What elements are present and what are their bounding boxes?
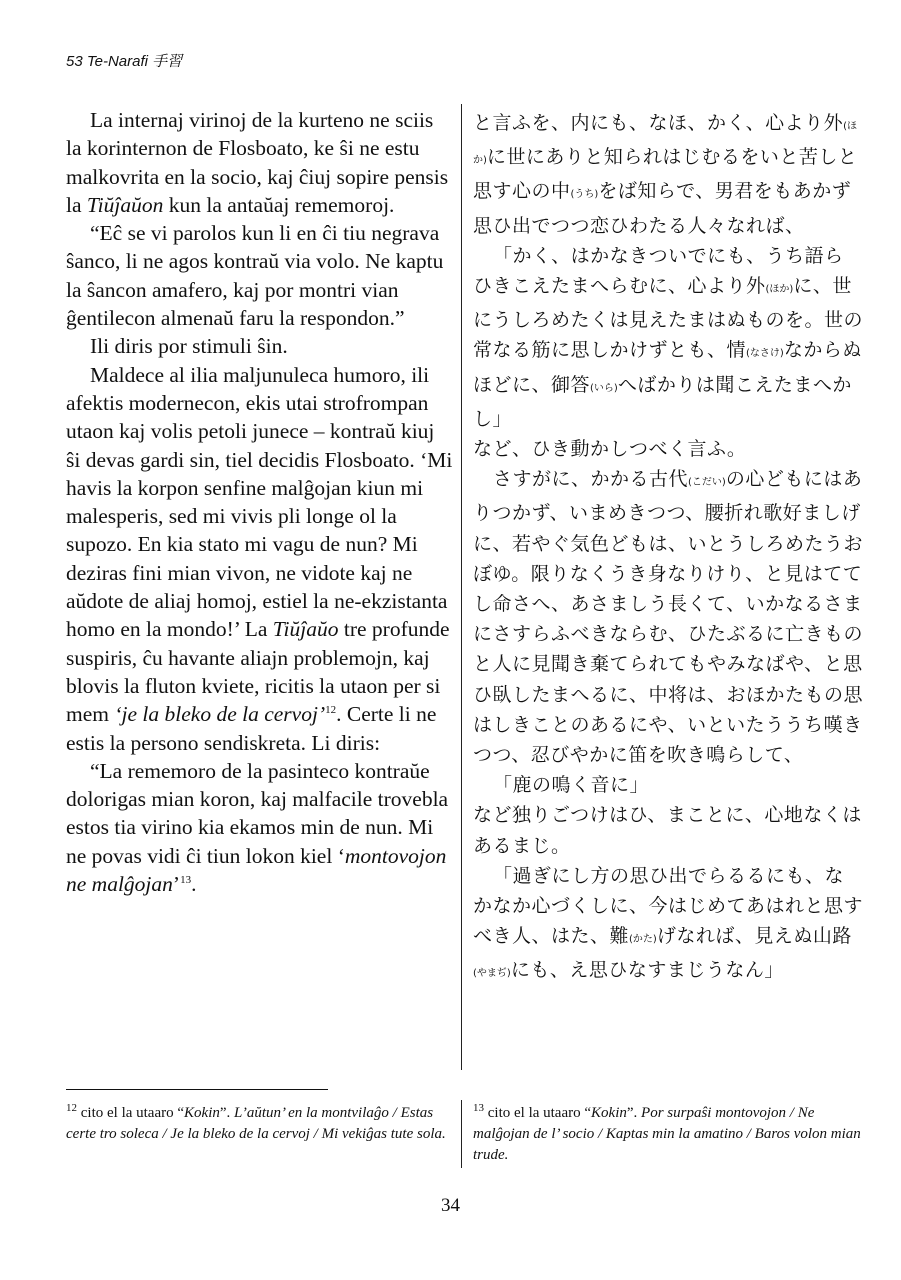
footnote-ref[interactable]: 12: [325, 704, 337, 717]
esperanto-column: [66, 106, 454, 898]
page-number: 34: [441, 1195, 460, 1216]
japanese-column: [473, 108, 863, 990]
paragraph: La internaj virinoj de la kurteno ne sciis la korinternon de Flosboato, ke ŝi ne estu malkovrita en la socio, kaj ĉiuj sopire pensis la Tiŭĵaŭon kun la antaŭaj rememoroj.: [66, 108, 449, 217]
paragraph: と言ふを、内にも、なほ、かく、心より外(ほか)に世にありと知られはじむるをいと苦しと思す心の中(うち)をば知らで、男君をもあかず思ひ出でつつ恋ひわたる人々なれば、: [473, 112, 858, 237]
paragraph: 「過ぎにし方の思ひ出でらるるにも、なかなか心づくしに、今はじめてあはれと思すべき人、はた、難(かた)げなれば、見えぬ山路(やまぢ)にも、え思ひなすまじうなん」: [473, 864, 864, 982]
paragraph: Maldece al ilia maljunuleca humoro, ili afektis modernecon, ekis utai strofrompan utaon kaj volis petoli junece – kontraŭ kiuj ŝi devas gardi sin, tiel decidis Flosboato. ‘Mi havis la korpon senfine malĝojan kiun mi malesperis, sed mi vivis pli longe ol la supozo. En kia stato mi vagu de nun? Mi deziras fini mian vivon, ne vidote kaj ne aŭdote de aliaj homoj, estiel la ne-ekzistanta homo en la mondo!’ La Tiŭĵaŭo tre profunde suspiris, ĉu havante aliajn problemojn, kaj blovis la fluton kviete, ricitis la utaon per si mem ‘je la bleko de la cervoj’$^{12}$. Certe li ne estis la persono sendiskreta. Li diris:: [66, 362, 453, 755]
running-header: 53 Te-Narafi 手習: [66, 53, 183, 70]
paragraph: “Eĉ se vi parolos kun li en ĉi tiu negrava ŝanco, li ne agos kontraŭ via volo. Ne kaptu la ŝancon amafero, kaj por montri vian ĝentilecon almenaŭ faru la respondon.”: [66, 221, 444, 331]
column-divider: [461, 104, 462, 1070]
paragraph: “La rememoro de la pasinteco kontraŭe dolorigas mian koron, kaj malfacile trovebla estos tia virino kia ekamos min de nun. Mi ne povas vidi ĉi tiun lokon kiel ‘montovojon ne malĝojan’$^{13}$.: [66, 758, 449, 897]
footnote-13: $^{13}$ cito el la utaaro “Kokin”. Por surpaŝi montovojon / Ne malĝojan de l’ socio / Kaptas min la amatino / Baros volon mian trude.: [473, 1102, 861, 1163]
paragraph: さすがに、かかる古代(こだい)の心どもにはありつかず、いまめきつつ、腰折れ歌好ましげに、若やぐ気色どもは、いとうしろめたうおぼゆ。限りなくうき身なりけり、と見はててし命さへ、あさましう長くて、いかなるさまにさすらふべきならむ、ひたぶるに亡きものと人に見聞き棄てられてもやみなばや、と思ひ臥したまへるに、中将は、おほかたもの思はしきことのあるにや、いといたううち嘆きつつ、忍びやかに笛を吹き鳴らして、: [473, 468, 864, 767]
footnote-12: $^{12}$ cito el la utaaro “Kokin”. L’aŭtun’ en la montvilaĝo / Estas certe tro soleca / Je la bleko de la cervoj / Mi vekiĝas tute sola.: [66, 1102, 446, 1142]
paragraph: 「鹿の鳴く音に」: [493, 774, 650, 797]
footnote-divider: [461, 1100, 462, 1168]
paragraph: など独りごつけはひ、まことに、心地なくはあるまじ。: [473, 804, 862, 857]
paragraph: Ili diris por stimuli ŝin.: [90, 334, 288, 359]
footnote-ref[interactable]: 13: [180, 873, 192, 886]
footnote-rule: [66, 1089, 328, 1090]
paragraph: 「かく、はかなきついでにも、うち語らひきこえたまへらむに、心より外(ほか)に、世にうしろめたくは見えたまはぬものを。世の常なる筋に思しかけずとも、情(なさけ)なからぬほどに、御答(いら)へばかりは聞こえたまへかし」: [473, 244, 864, 430]
paragraph: など、ひき動かしつべく言ふ。: [473, 438, 747, 461]
